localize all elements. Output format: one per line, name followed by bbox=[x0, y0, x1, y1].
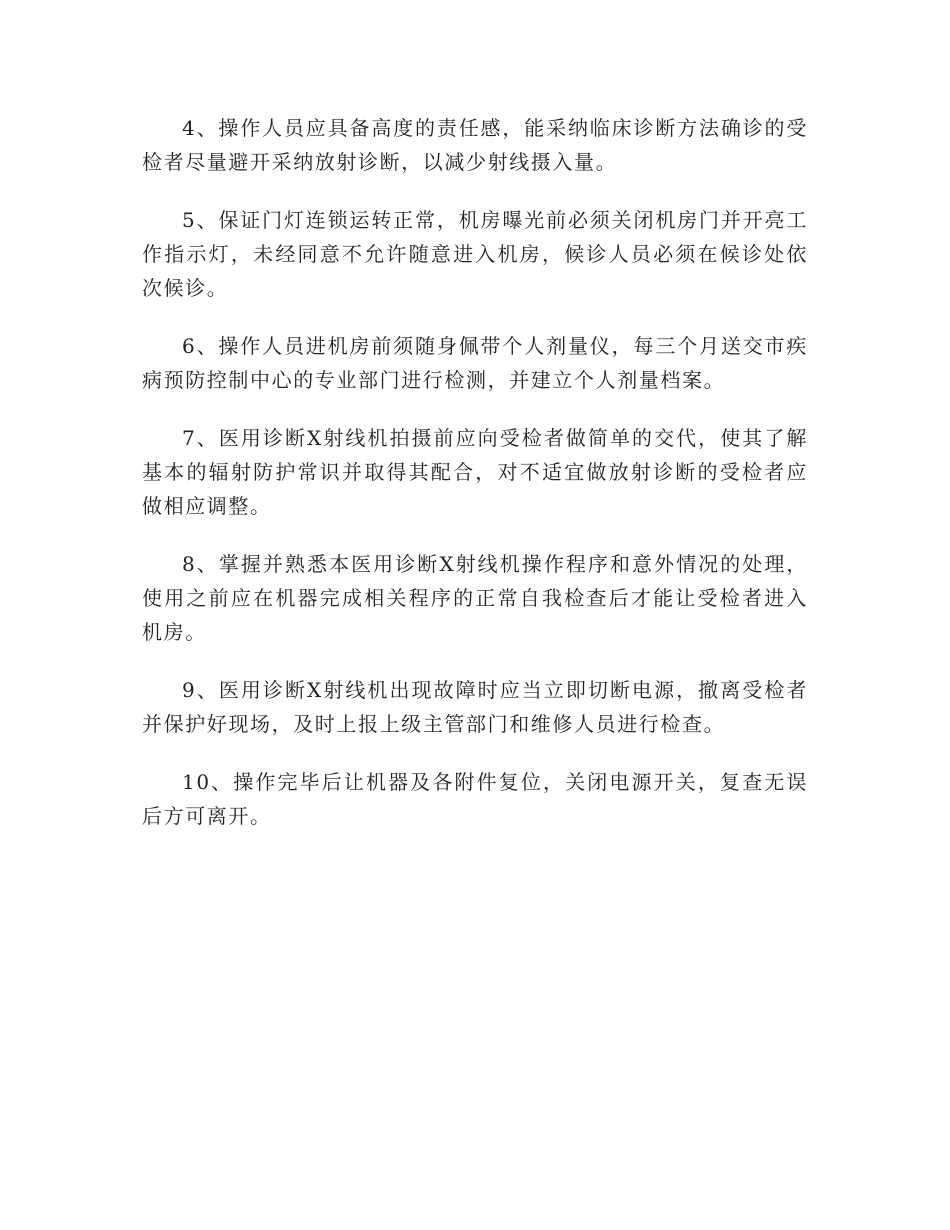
paragraph-item-10: 10、操作完毕后让机器及各附件复位，关闭电源开关，复查无误后方可离开。 bbox=[142, 770, 808, 828]
paragraph-item-4: 4、操作人员应具备高度的责任感，能采纳临床诊断方法确诊的受检者尽量避开采纳放射诊断，以减少射线摄入量。 bbox=[142, 116, 808, 174]
paragraph-item-8: 8、掌握并熟悉本医用诊断X射线机操作程序和意外情况的处理，使用之前应在机器完成相关程序的正常自我检查后才能让受检者进入机房。 bbox=[142, 552, 808, 644]
paragraph-item-7: 7、医用诊断X射线机拍摄前应向受检者做简单的交代，使其了解基本的辐射防护常识并取得其配合，对不适宜做放射诊断的受检者应做相应调整。 bbox=[142, 426, 808, 518]
paragraph-item-9: 9、医用诊断X射线机出现故障时应当立即切断电源，撤离受检者并保护好现场，及时上报上级主管部门和维修人员进行检查。 bbox=[142, 678, 808, 736]
paragraph-item-5: 5、保证门灯连锁运转正常，机房曝光前必须关闭机房门并开亮工作指示灯，未经同意不允许随意进入机房，候诊人员必须在候诊处依次候诊。 bbox=[142, 208, 808, 300]
paragraph-item-6: 6、操作人员进机房前须随身佩带个人剂量仪，每三个月送交市疾病预防控制中心的专业部门进行检测，并建立个人剂量档案。 bbox=[142, 334, 808, 392]
document-body bbox=[142, 111, 808, 857]
